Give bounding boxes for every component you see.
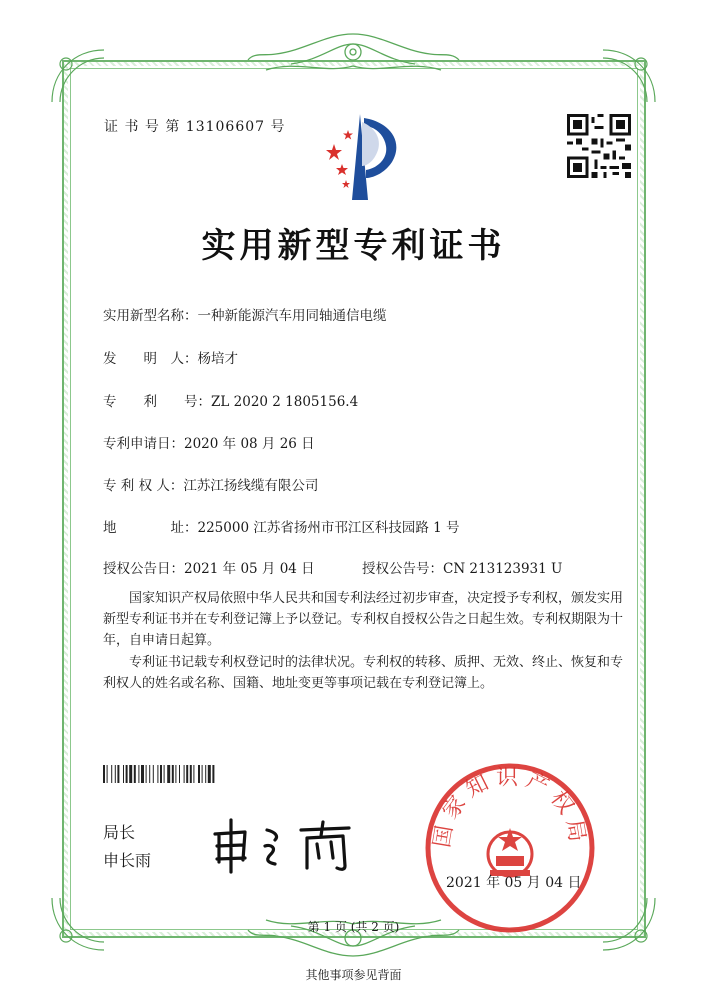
field-label: 专 利 号： bbox=[103, 394, 211, 410]
barcode-bar bbox=[193, 765, 194, 783]
barcode-bar bbox=[141, 765, 144, 783]
barcode-bar bbox=[117, 765, 119, 783]
barcode-bar bbox=[157, 765, 158, 783]
qr-code bbox=[567, 114, 631, 178]
director-signature bbox=[205, 812, 365, 878]
barcode-bar bbox=[184, 765, 185, 783]
barcode-bar bbox=[126, 765, 128, 783]
barcode-bar bbox=[107, 765, 108, 783]
field-grant-date bbox=[103, 557, 315, 577]
field-patent-no bbox=[103, 390, 358, 410]
barcode-bar bbox=[103, 765, 105, 783]
barcode-bar bbox=[115, 765, 116, 783]
legal-status-note: 专利证书记载专利权登记时的法律状况。专利权的转移、质押、无效、终止、恢复和专利权人的姓名或名称、国籍、地址变更等事项记载在专利登记簿上。 bbox=[103, 655, 624, 691]
field-label: 授权公告号： bbox=[362, 561, 443, 577]
barcode-bar bbox=[202, 765, 203, 783]
barcode-bar bbox=[208, 765, 211, 783]
field-label: 专 利 权 人： bbox=[103, 478, 184, 494]
cnipa-logo bbox=[312, 108, 412, 203]
seal-date: 2021 年 05 月 04 日 bbox=[446, 875, 582, 891]
field-label: 实用新型名称： bbox=[103, 308, 198, 324]
barcode-bar bbox=[146, 765, 147, 783]
barcode-bar bbox=[160, 765, 162, 783]
corner-ornament-top-left bbox=[44, 42, 114, 112]
barcode-bar bbox=[205, 765, 206, 783]
barcode bbox=[103, 765, 303, 783]
field-value: 江苏江扬线缆有限公司 bbox=[183, 478, 319, 494]
barcode-bar bbox=[175, 765, 176, 783]
director-title: 局长 bbox=[103, 823, 136, 842]
field-grant-no bbox=[362, 557, 562, 577]
field-label: 专利申请日： bbox=[103, 436, 184, 452]
field-filing-date bbox=[103, 432, 315, 452]
director-name: 申长雨 bbox=[103, 851, 152, 870]
barcode-bar bbox=[129, 765, 132, 783]
barcode-bar bbox=[134, 765, 136, 783]
field-value: 一种新能源汽车用同轴通信电缆 bbox=[197, 308, 387, 324]
field-value: 2021 年 05 月 04 日 bbox=[184, 561, 315, 577]
certificate-number: 证 书 号 第 13106607 号 bbox=[104, 119, 286, 135]
barcode-bar bbox=[186, 765, 188, 783]
field-label: 地 址： bbox=[103, 520, 198, 536]
barcode-bar bbox=[172, 765, 174, 783]
barcode-bar bbox=[123, 765, 124, 783]
field-utility-name bbox=[103, 304, 387, 324]
footer-note: 其他事项参见背面 bbox=[305, 968, 402, 982]
barcode-bar bbox=[111, 765, 112, 783]
barcode-bar bbox=[198, 765, 200, 783]
field-value: 2020 年 08 月 26 日 bbox=[184, 436, 315, 452]
field-value: CN 213123931 U bbox=[443, 561, 563, 577]
barcode-bar bbox=[149, 765, 150, 783]
field-label: 发 明 人： bbox=[103, 351, 198, 367]
barcode-bar bbox=[153, 765, 154, 783]
barcode-bar bbox=[179, 765, 180, 783]
field-inventor bbox=[103, 347, 238, 367]
barcode-bar bbox=[164, 765, 165, 783]
corner-ornament-top-right bbox=[593, 42, 663, 112]
field-value: 225000 江苏省扬州市邗江区科技园路 1 号 bbox=[197, 520, 460, 536]
field-patentee bbox=[103, 474, 318, 494]
page-number: 第 1 页 (共 2 页) bbox=[307, 920, 400, 934]
top-ornament bbox=[246, 30, 461, 78]
field-value: 杨培才 bbox=[197, 351, 238, 367]
barcode-bar bbox=[138, 765, 139, 783]
field-value: ZL 2020 2 1805156.4 bbox=[211, 394, 359, 410]
seal-text: 国家知识产权局 bbox=[429, 765, 591, 850]
official-seal bbox=[420, 758, 600, 938]
field-label: 授权公告日： bbox=[103, 561, 184, 577]
barcode-bar bbox=[212, 765, 214, 783]
certificate-title: 实用新型专利证书 bbox=[201, 226, 506, 266]
grant-statement: 国家知识产权局依照中华人民共和国专利法经过初步审查，决定授予专利权，颁发实用新型专利证书并在专利登记簿上予以登记。专利权自授权公告之日起生效。专利权期限为十年，自申请日起算。 bbox=[103, 591, 624, 648]
barcode-bar bbox=[167, 765, 170, 783]
field-address bbox=[103, 516, 460, 536]
barcode-bar bbox=[190, 765, 192, 783]
